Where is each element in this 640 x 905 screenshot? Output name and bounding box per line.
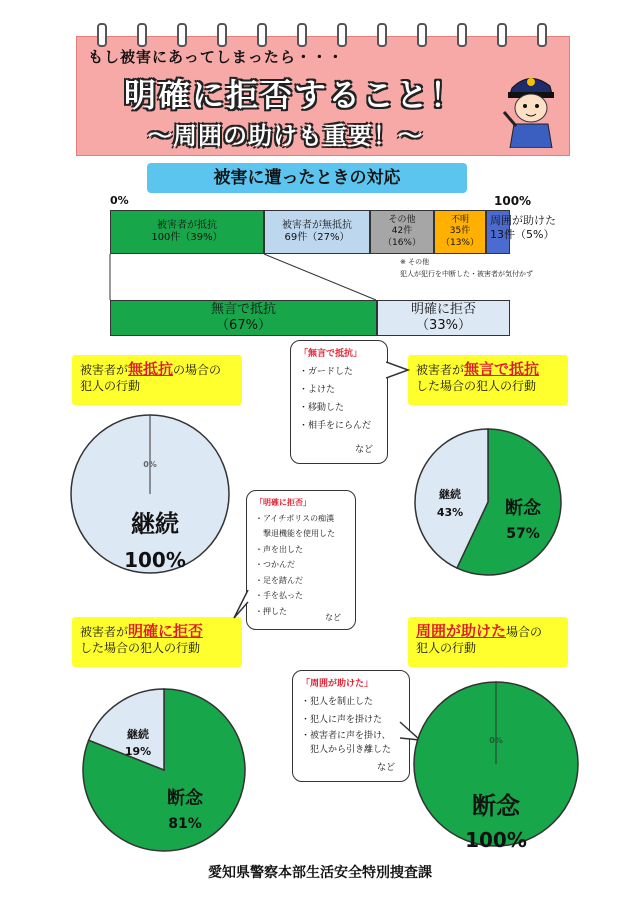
pie-slice-label: 継続 [127,728,149,741]
bar-segment-no-resist [264,210,370,254]
bar-count-label: 42件 [391,226,413,237]
bar-category-label: 被害者が無抵抗 [282,219,352,231]
bar-segment-other [370,210,434,254]
pie-slice-value: 100% [124,548,186,572]
pie-title-no-resist: 被害者が無抵抗の場合の 犯人の行動 [72,355,242,405]
pie-slice-value: 19% [124,745,152,758]
bar-percent-label: （16%） [382,237,421,248]
bar-category-label: 被害者が抵抗 [157,219,217,231]
pie-slice-value: 100% [465,828,527,852]
bubble-tail [386,360,410,380]
bar-percent-label: （5%） [515,228,555,241]
bar-segment-resist [110,210,264,254]
pie-slice-label: 0% [143,460,157,469]
pie-title-helped: 周囲が助けた場合の 犯人の行動 [408,617,568,667]
bubble-silent-resist: 「無言で抵抗」 ・ガードした ・よけた ・移動した ・相手をにらんだ など [290,340,388,464]
bar-percent-label: （27%） [307,232,350,243]
bar-segment-silent-resist [110,300,377,336]
bar-percent-label: （39%） [180,232,223,243]
bar-count-label: 35件 [449,226,471,237]
pie-slice-label: 継続 [131,510,179,538]
pie-title-silent-resist: 被害者が無言で抵抗 した場合の犯人の行動 [408,355,568,405]
bar-category-label: 無言で抵抗 [210,302,276,318]
bar-category-label: 周囲が助けた [490,214,556,227]
axis-end-label: 100% [494,194,532,208]
pie-slice-value: 57% [506,526,540,542]
bubble-helped: 「周囲が助けた」 ・犯人を制止した ・犯人に声を掛けた ・被害者に声を掛け、 犯人から引き離した など [292,670,410,782]
banner-headline: 明確に拒否すること！ [124,76,465,114]
pie-slice-label: 0% [489,736,503,745]
banner-line-1: もし被害にあってしまったら・・・ [88,48,344,66]
pie-slice-label: 継続 [439,488,461,501]
bar-category-label: その他 [388,215,416,226]
bar-percent-label: （67%） [216,318,271,333]
bar-percent-label: （13%） [440,237,479,248]
bar-helped-label [490,214,556,242]
bar-percent-label: （33%） [416,318,471,333]
pie-slice-label: 断念 [505,498,541,519]
axis-start-label: 0% [110,194,129,207]
footer-credit: 愛知県警察本部生活安全特別捜査課 [208,865,432,881]
bar-connector [108,252,378,302]
bar-count-label: 69件 [284,232,308,243]
bar-category-label: 不明 [450,215,469,226]
bar-count-label: 100件 [151,232,181,243]
pie-slice-value: 81% [168,816,202,832]
police-officer-mascot-icon [500,66,560,148]
other-footnote: ※ その他 犯人が犯行を中断した・被害者が気付かず [400,258,533,278]
banner-line-3: ～周囲の助けも重要！～ [148,122,423,150]
pie-chart-helped [412,676,580,852]
pie-slice-label: 断念 [167,788,203,809]
pie-slice-label: 断念 [472,792,520,820]
bar-category-label: 明確に拒否 [410,302,476,318]
bar-count-label: 13件 [490,228,515,241]
pie-slice-value: 43% [436,506,464,519]
bubble-clear-refusal: 「明確に拒否」 ・アイチポリスの痴漢 撃退機能を使用した ・声を出した ・つかんだ ・足を踏んだ ・手を払った ・押した など [246,490,356,630]
pie-title-clear-refusal: 被害者が明確に拒否 した場合の犯人の行動 [72,617,242,667]
bar-segment-unknown [434,210,486,254]
section-subtitle: 被害に遭ったときの対応 [147,163,467,193]
bar-segment-clear-refusal [377,300,510,336]
bubble-tail [232,590,252,620]
